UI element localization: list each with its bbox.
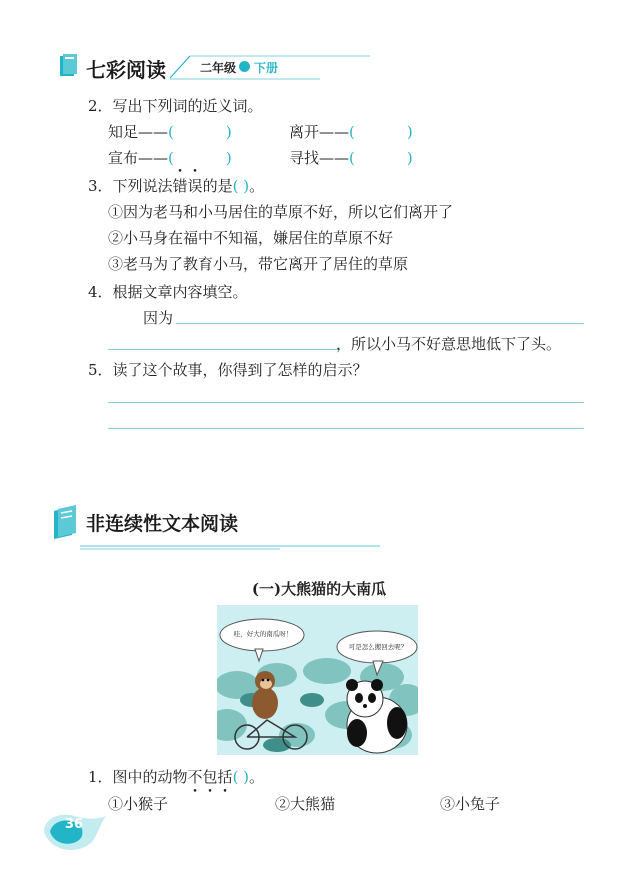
q2-pair-3: 宣布——( ) bbox=[108, 149, 232, 167]
q1-option-1: ①小猴子 bbox=[108, 795, 169, 813]
q3-option-1: ①因为老马和小马居住的草原不好，所以它们离开了 bbox=[108, 203, 454, 221]
header-volume: 下册 bbox=[254, 61, 279, 75]
q1-emphasis: 不包括 • • • bbox=[187, 768, 233, 797]
story-title: (一)大熊猫的大南瓜 bbox=[251, 580, 387, 598]
header-book-icon bbox=[58, 52, 82, 78]
q3-emphasis: 错误 • • bbox=[172, 167, 203, 195]
q5-answer-line-2 bbox=[108, 428, 584, 429]
section-underline bbox=[80, 535, 380, 543]
q4-blank-line-2 bbox=[108, 349, 340, 350]
q2-pair-2: 离开——( ) bbox=[289, 123, 413, 141]
bubble-left-text: 哇，好大的南瓜呀！ bbox=[233, 630, 293, 638]
q3-label: 3．下列说法错误 • • 的是( )。 bbox=[88, 167, 265, 195]
q1-label: 1．图中的动物不包括 • • • ( )。 bbox=[88, 768, 265, 797]
q2-pair-1: 知足——( ) bbox=[108, 123, 232, 141]
q3-option-3: ③老马为了教育小马，带它离开了居住的草原 bbox=[108, 255, 409, 273]
q1-option-3: ③小兔子 bbox=[440, 795, 501, 813]
illustration bbox=[217, 605, 418, 755]
q4-tail: ，所以小马不好意思地低下了头。 bbox=[336, 335, 562, 353]
q2-label: 2．写出下列词的近义词。 bbox=[88, 97, 263, 115]
q1-option-2: ②大熊猫 bbox=[275, 795, 336, 813]
q4-label: 4．根据文章内容填空。 bbox=[88, 283, 248, 301]
header-dot-icon bbox=[239, 61, 250, 72]
section-title: 非连续性文本阅读 bbox=[86, 513, 239, 535]
page-number: 36 bbox=[64, 817, 84, 832]
q5-label: 5．读了这个故事，你得到了怎样的启示？ bbox=[88, 361, 368, 379]
q5-answer-line-1 bbox=[108, 402, 584, 403]
q2-pair-4: 寻找——( ) bbox=[289, 149, 413, 167]
section-book-icon bbox=[50, 505, 80, 539]
q4-blank-line-1 bbox=[176, 323, 584, 324]
header-grade: 二年级 bbox=[200, 61, 237, 75]
q4-because: 因为 bbox=[143, 309, 174, 327]
q3-option-2: ②小马身在福中不知福，嫌居住的草原不好 bbox=[108, 229, 394, 247]
bubble-right-text: 可是怎么搬回去呢？ bbox=[348, 643, 408, 651]
header-book-title: 七彩阅读 bbox=[86, 58, 166, 82]
